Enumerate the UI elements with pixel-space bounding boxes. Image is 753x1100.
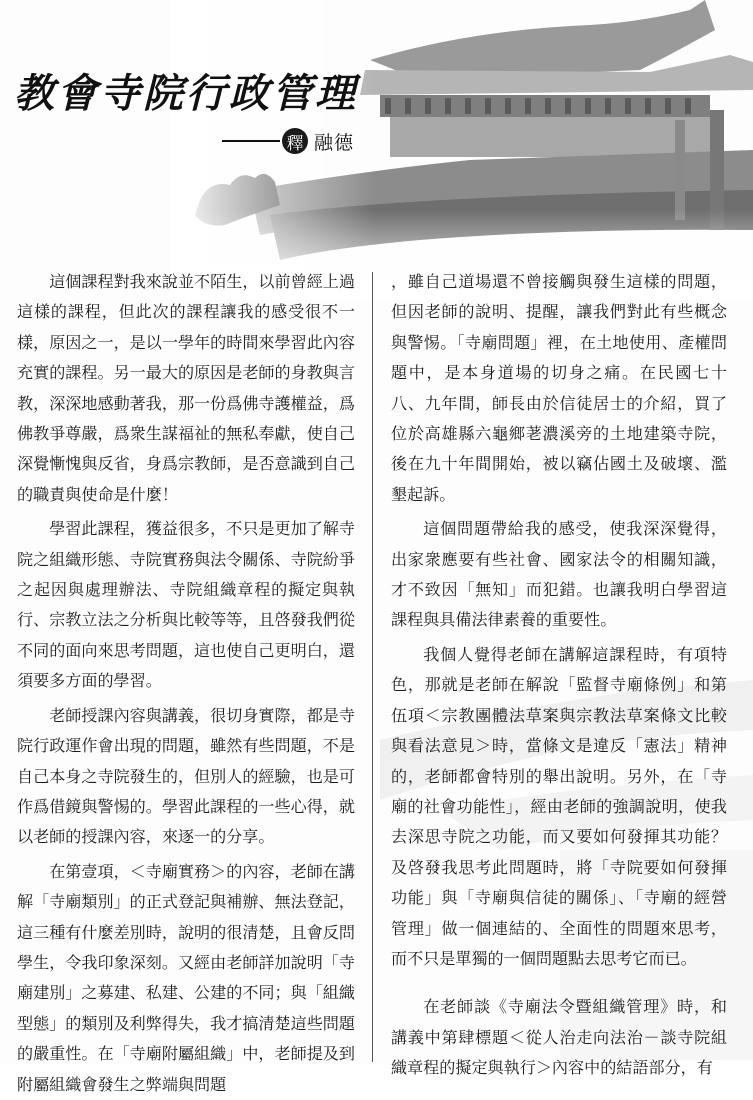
paragraph: 學習此課程，獲益很多，不只是更加了解寺院之組織形態、寺院實務與法令關係、寺院紛爭之起因與處理辦法、寺院組織章程的擬定與執行、宗教立法之分析與比較等等，且啓發我們從不同的面向來思考問題，這也使自己更明白，還須要多方面的學習。 bbox=[17, 519, 355, 691]
paragraph: 我個人覺得老師在講解這課程時，有項特色，那就是老師在解說「監督寺廟條例」和第伍項＜宗教團體法草案與宗教法草案條文比較與看法意見＞時，當條文是違反「憲法」精神的，老師都會特別的舉出說明。另外，在「寺廟的社會功能性」，經由老師的強調說明，使我去深思寺院之功能，而又要如何發揮其功能？及啓發我思考此問題時，將「寺院要如何發揮功能」與「寺廟與信徒的關係」、「寺廟的經營管理」做一個連結的、全面性的問題來思考，而不只是單獨的一個問題點去思考它而已。 bbox=[391, 644, 727, 968]
left-column bbox=[17, 267, 355, 1100]
author-byline bbox=[222, 126, 354, 156]
column-divider bbox=[372, 272, 373, 1062]
author-dharma-seal: 釋 bbox=[282, 128, 308, 154]
right-column bbox=[391, 267, 727, 1084]
paragraph: 這個問題帶給我的感受，使我深深覺得，出家衆應要有些社會、國家法令的相關知識，才不致因「無知」而犯錯。也讓我明白學習這課程與具備法律素養的重要性。 bbox=[391, 519, 727, 630]
paragraph: 在老師談《寺廟法令暨組織管理》時，和講義中第肆標題＜從人治走向法治－談寺院組織章程的擬定與執行＞內容中的結語部分，有 bbox=[391, 997, 727, 1078]
paragraph: 在第壹項，＜寺廟實務＞的內容，老師在講解「寺廟類別」的正式登記與補辦、無法登記，這三種有什麼差別時，說明的很清楚，且會反問學生，令我印象深刻。又經由老師詳加說明「寺廟建別」之募建、私建、公建的不同；與「組織型態」的類別及利弊得失，我才搞清楚這些問題的嚴重性。在「寺廟附屬組織」中，老師提及到附屬組織會發生之弊端與問題 bbox=[17, 861, 355, 1094]
article-title: 教會寺院行政管理 bbox=[14, 70, 358, 117]
author-name: 融德 bbox=[314, 131, 355, 154]
byline-dash bbox=[222, 140, 280, 142]
paragraph: 這個課程對我來說並不陌生，以前曾經上過這樣的課程，但此次的課程讓我的感受很不一樣，原因之一，是以一學年的時間來學習此內容充實的課程。另一最大的原因是老師的身教與言教，深深地感動著我，那一份爲佛寺護權益，爲佛教爭尊嚴，爲衆生謀福祉的無私奉獻，使自己深覺慚愧與反省，身爲宗教師，是否意識到自己的職責與使命是什麼！ bbox=[17, 272, 355, 504]
paragraph: 老師授課內容與講義，很切身實際，都是寺院行政運作會出現的問題，雖然有些問題，不是自己本身之寺院發生的，但別人的經驗，也是可作爲借鏡與警惕的。學習此課程的一些心得，就以老師的授課內容，來逐一的分享。 bbox=[17, 705, 355, 847]
paragraph: ，雖自己道場還不曾接觸與發生這樣的問題，但因老師的說明、提醒，讓我們對此有些概念與警惕。「寺廟問題」裡，在土地使用、產權問題中，是本身道場的切身之痛。在民國七十八、九年間，師長由於信徒居士的介紹，買了位於高雄縣六龜鄉荖濃溪旁的土地建築寺院，後在九十年間開始，被以竊佔國土及破壞、濫墾起訴。 bbox=[391, 272, 727, 504]
